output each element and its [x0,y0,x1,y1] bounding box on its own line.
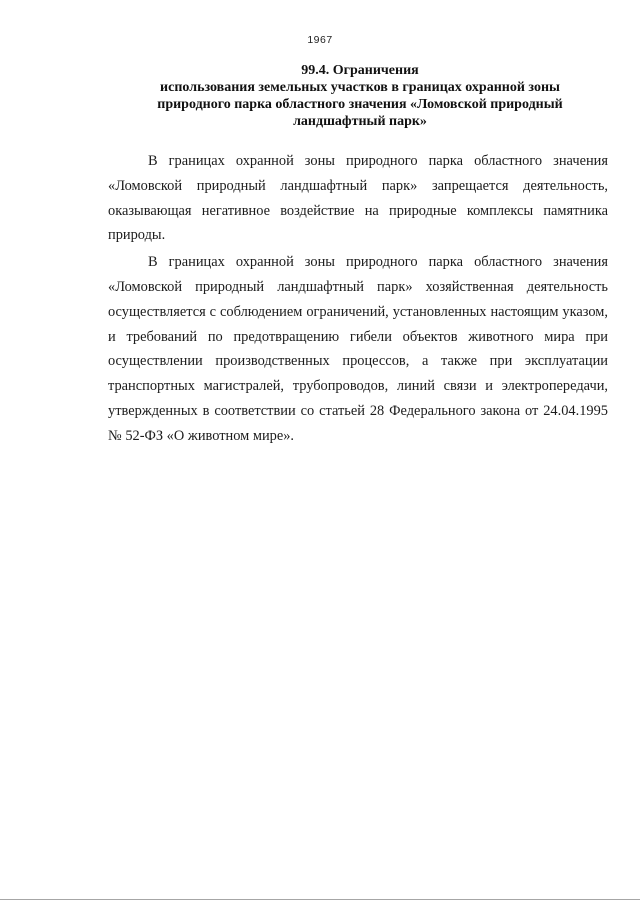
bottom-scan-edge [0,899,640,900]
heading-line-4: ландшафтный парк» [293,114,427,129]
heading-line-2: использования земельных участков в границах охранной зоны [160,80,560,95]
paragraph-2: В границах охранной зоны природного парка областного значения «Ломовской природный ландшафтный парк» хозяйственная деятельность осуществляется с соблюдением ограничений, установленных настоящим указом, и требований по предотвращению гибели объектов животного мира при осуществлении производственных процессов, а также при эксплуатации транспортных магистралей, трубопроводов, линий связи и электропередачи, утвержденных в соответствии со статьей 28 Федерального закона от 24.04.1995 № 52-ФЗ «О животном мире». [108,254,608,444]
paragraph-1: В границах охранной зоны природного парка областного значения «Ломовской природный ландшафтный парк» запрещается деятельность, оказывающая негативное воздействие на природные комплексы памятника природы. [108,153,608,244]
heading-line-3: природного парка областного значения «Ломовской природный [157,97,563,112]
page-number: 1967 [307,34,333,46]
section-heading [120,62,600,130]
heading-line-1: 99.4. Ограничения [301,63,419,78]
body-text [108,149,608,449]
